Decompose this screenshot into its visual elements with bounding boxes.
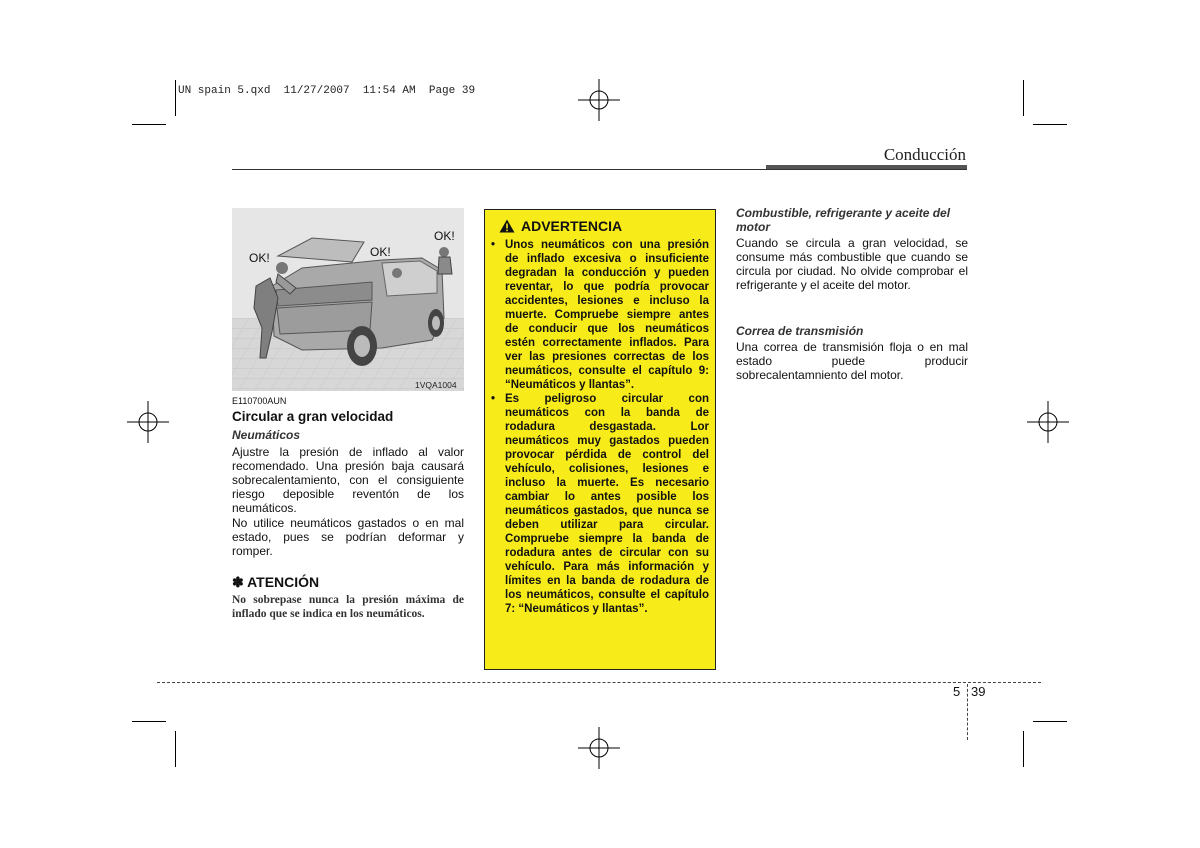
warning-item-text: Unos neumáticos con una presión de inflado excesiva o insuficiente degradan la conducción y pueden reventar, lo que podría provocar accidentes, lesiones e incluso la muerte. Compruebe siempre antes de conducir que los neumáticos estén correctamente inflados. Para ver las presiones correctas de los neumáticos, consulte el capítulo 9: “Neumáticos y llantas”. [505, 239, 709, 391]
page-number-divider [967, 684, 968, 740]
chapter-number: 5 [953, 684, 961, 699]
attention-title: ✽ ATENCIÓN [232, 574, 320, 590]
warning-box [484, 209, 716, 670]
ok-label: OK! [370, 245, 391, 259]
crop-mark [175, 731, 176, 767]
crop-mark [1033, 721, 1067, 722]
crop-mark [1023, 80, 1024, 116]
print-slug: UN spain 5.qxd 11/27/2007 11:54 AM Page 39 [178, 85, 476, 97]
crop-mark [1033, 124, 1067, 125]
reference-code: E110700AUN [232, 396, 287, 406]
paragraph: No utilice neumáticos gastados o en mal estado, pues se podrían deformar y romper. [232, 516, 464, 558]
subheading: Combustible, refrigerante y aceite del motor [736, 206, 951, 234]
section-heading: Circular a gran velocidad [232, 409, 394, 424]
ok-label: OK! [434, 229, 455, 243]
crop-mark [132, 124, 166, 125]
car-inspection-illustration [232, 208, 464, 391]
warning-item-text: Es peligroso circular con neumáticos con la banda de rodadura desgastada. Lor neumáticos muy gastados pueden provocar pérdida de control del vehículo, colisiones, lesiones e incluso la muerte. Es necesario cambiar lo antes posible los neumáticos gastados, que nunca se deben utilizar para circular. Compruebe siempre la banda de rodadura antes de circular con su vehículo. Para más información y límites en la banda de rodadura de los neumáticos, consulte el capítulo 7: “Neumáticos y llantas”. [505, 393, 709, 615]
figure-code: 1VQA1004 [415, 380, 457, 390]
ok-label: OK! [249, 251, 270, 265]
header-rule [232, 169, 967, 170]
list-item: • Es peligroso circular con neumáticos con la banda de rodadura desgastada. Lor neumáticos muy gastados pueden provocar pérdida de control del vehículo, colisiones, lesiones e incluso la muerte. Es necesario cambiar lo antes posible los neumáticos gastados, que nunca se deben utilizar para circular. Compruebe siempre la banda de rodadura antes de circular con su vehículo. Para más información y límites en la banda de rodadura de los neumáticos, consulte el capítulo 7: “Neumáticos y llantas”. [491, 393, 709, 615]
registration-mark-icon [127, 401, 169, 443]
subheading: Correa de transmisión [736, 324, 864, 338]
illustration [232, 208, 464, 391]
list-item: • Unos neumáticos con una presión de inflado excesiva o insuficiente degradan la conducción y pueden reventar, lo que podría provocar accidentes, lesiones e incluso la muerte. Compruebe siempre antes de conducir que los neumáticos estén correctamente inflados. Para ver las presiones correctas de los neumáticos, consulte el capítulo 9: “Neumáticos y llantas”. [491, 239, 709, 391]
paragraph: Ajustre la presión de inflado al valor recomendado. Una presión baja causará sobrecalentamiento, con el consiguiente riesgo deposible reventón de los neumáticos. [232, 445, 464, 515]
page-number: 39 [971, 684, 986, 699]
registration-mark-icon [578, 79, 620, 121]
crop-mark [1023, 731, 1024, 767]
registration-mark-icon [578, 727, 620, 769]
warning-list [491, 238, 709, 616]
section-title: Conducción [883, 145, 966, 164]
paragraph: Cuando se circula a gran velocidad, se consume más combustible que cuando se circula por ciudad. No olvide comprobar el refrigerante y el aceite del motor. [736, 236, 968, 292]
footer-rule [157, 682, 1041, 683]
subheading: Neumáticos [232, 428, 301, 442]
paragraph: Una correa de transmisión floja o en mal estado puede producir sobrecalentamniento del motor. [736, 340, 968, 382]
warning-title [499, 218, 622, 234]
warning-triangle-icon [499, 219, 515, 233]
registration-mark-icon [1027, 401, 1069, 443]
crop-mark [132, 721, 166, 722]
crop-mark [175, 80, 176, 116]
attention-body: No sobrepase nunca la presión máxima de inflado que se indica en los neumáticos. [232, 594, 464, 620]
warning-title-text: ADVERTENCIA [521, 218, 623, 234]
